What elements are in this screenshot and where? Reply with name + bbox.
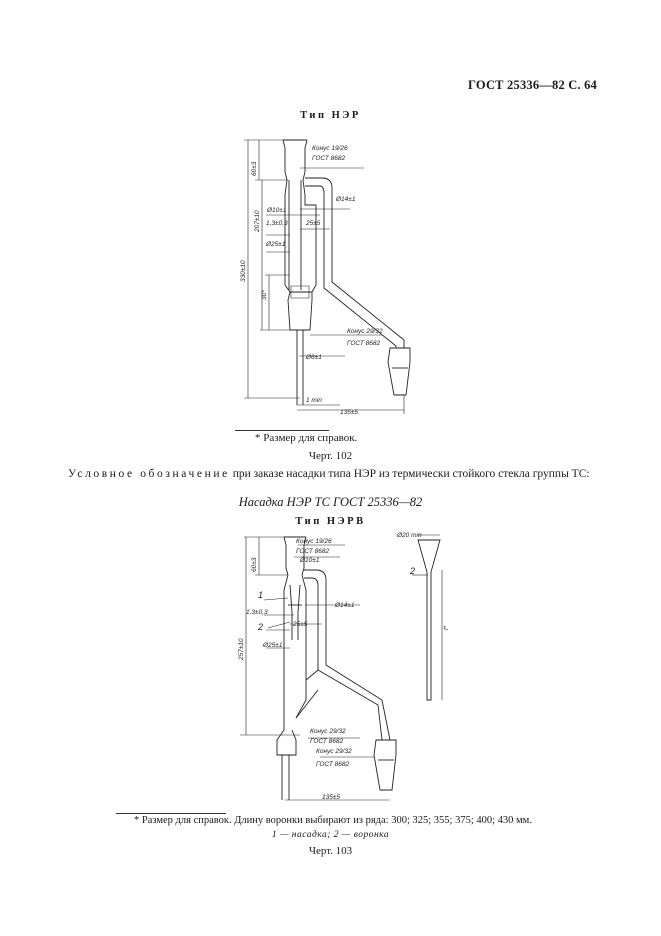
fig1-h30-label: 30* bbox=[261, 290, 268, 300]
fig1-gost-bottom-label: ГОСТ 8682 bbox=[347, 340, 381, 347]
figure2-legend: 1 — насадка; 2 — воронка bbox=[271, 830, 390, 840]
fig1-socket-left bbox=[283, 140, 287, 180]
fig1-socket-right bbox=[303, 140, 307, 180]
fig2-gost-top-label: ГОСТ 8682 bbox=[296, 548, 330, 555]
paragraph-spaced-term: Условное обозначение bbox=[68, 468, 230, 480]
fig2-d10-label: Ø10±1 bbox=[300, 557, 320, 564]
figure2-title: Тип НЭРВ bbox=[295, 516, 366, 527]
fig2-l25-label: 25±5 bbox=[293, 621, 308, 628]
fig1-gost-top-label: ГОСТ 8682 bbox=[312, 155, 346, 162]
fig1-d13-label: 1,3±0,3 bbox=[266, 220, 288, 227]
fig1-w135-label: 135±5 bbox=[340, 409, 359, 416]
fig1-cone-top-label: Конус 19/26 bbox=[312, 145, 348, 152]
fig1-d14-label: Ø14±1 bbox=[336, 196, 356, 203]
footnote-rule-1 bbox=[235, 430, 329, 431]
fig2-gost-mid-label: ГОСТ 8682 bbox=[310, 738, 344, 745]
fig2-gost-bottom-label: ГОСТ 8682 bbox=[316, 761, 350, 768]
footnote-rule-2 bbox=[116, 813, 226, 814]
fig1-h207-label: 207±10 bbox=[254, 210, 261, 232]
fig2-d25-label: Ø25±1 bbox=[263, 642, 283, 649]
fig2-item1-label: 1 bbox=[258, 590, 264, 600]
fig2-h257-label: 257±10 bbox=[238, 638, 245, 660]
fig1-l25-label: 25±5 bbox=[306, 220, 321, 227]
page-header: ГОСТ 25336—82 С. 64 bbox=[468, 78, 597, 92]
figure2-footnote: * Размер для справок. Длину воронки выбирают из ряда: 300; 325; 355; 375; 400; 430 мм. bbox=[134, 815, 532, 826]
fig1-d10-label: Ø10±1 bbox=[267, 207, 287, 214]
paragraph-text: при заказе насадки типа НЭР из термически стойкого стекла группы ТС: bbox=[229, 468, 590, 480]
fig2-d13-label: 1,3±0,3 bbox=[246, 609, 268, 616]
figure1-caption: Черт. 102 bbox=[308, 450, 353, 462]
fig1-h330-label: 330±10 bbox=[240, 260, 247, 282]
fig1-d25-label: Ø25±1 bbox=[266, 241, 286, 248]
figure1-footnote: * Размер для справок. bbox=[255, 432, 358, 444]
fig1-h60-label: 60±3 bbox=[251, 161, 258, 176]
fig2-item2-label: 2 bbox=[258, 622, 264, 632]
fig1-cone-bottom-label: Конус 29/32 bbox=[347, 328, 383, 335]
figure1-title: Тип НЭР bbox=[300, 110, 361, 121]
figure2-caption: Черт. 103 bbox=[308, 845, 353, 857]
fig2-cone-mid-label: Конус 29/32 bbox=[310, 728, 346, 735]
fig2-d20-label: Ø20 min bbox=[397, 532, 422, 539]
fig2-length-label: l* bbox=[443, 626, 450, 630]
fig2-h60-label: 60±3 bbox=[251, 557, 258, 572]
fig1-d6-label: Ø6±1 bbox=[306, 354, 322, 361]
designation-example: Насадка НЭР ТС ГОСТ 25336—82 bbox=[238, 495, 423, 509]
fig2-cone-bottom-label: Конус 29/32 bbox=[316, 748, 352, 755]
fig2-w135-label: 135±5 bbox=[322, 794, 341, 801]
fig2-d14-label: Ø14±1 bbox=[335, 602, 355, 609]
fig2-funnel-number-label: 2 bbox=[410, 566, 416, 576]
designation-paragraph bbox=[68, 466, 598, 482]
fig1-min-label: 1 min bbox=[306, 397, 322, 404]
fig1-bottom-cone bbox=[388, 348, 410, 395]
fig2-cone-top-label: Конус 19/26 bbox=[296, 538, 332, 545]
